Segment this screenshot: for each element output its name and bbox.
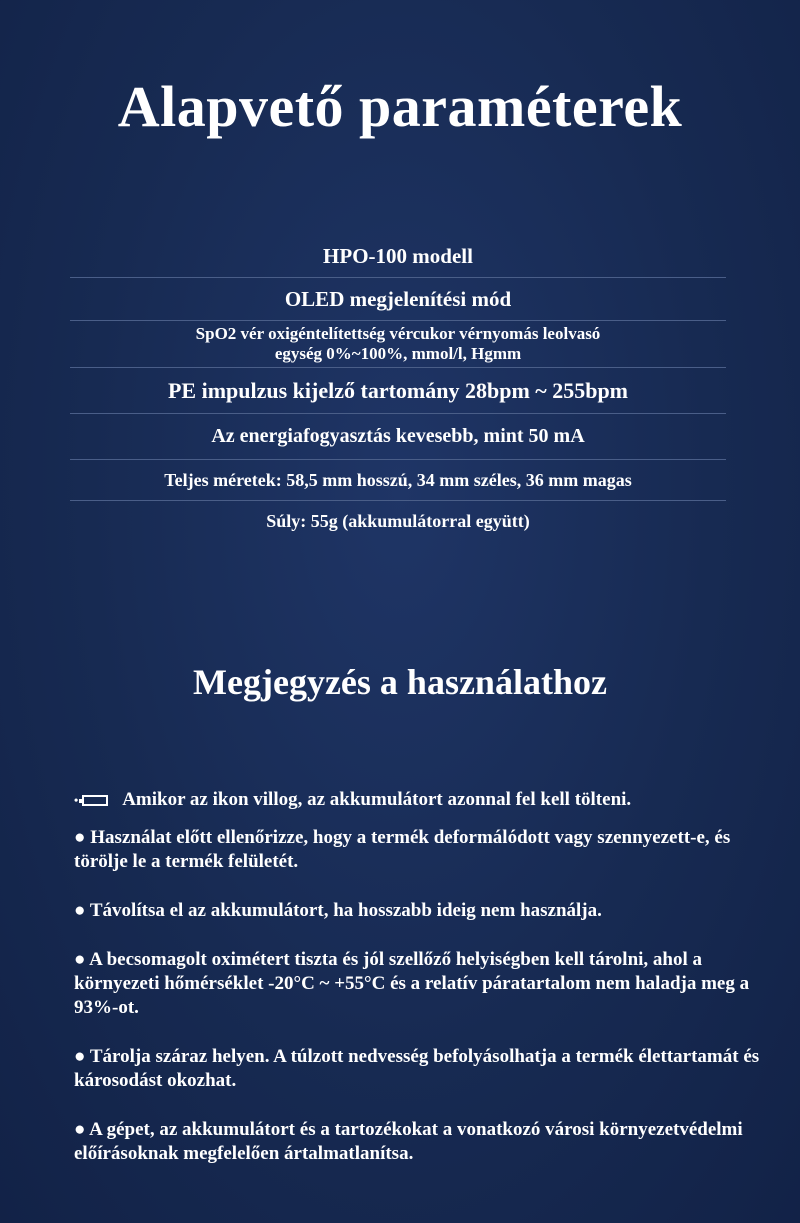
spec-row-dimensions	[70, 460, 726, 501]
bullet-dot: •	[74, 793, 79, 807]
spec-model: HPO-100 modell	[323, 244, 473, 268]
page-title: Alapvető paraméterek	[117, 74, 683, 139]
battery-icon	[82, 795, 108, 806]
spec-row-reading-unit	[70, 321, 726, 368]
note-item: ● A becsomagolt oximétert tiszta és jól szellőző helyiségben kell tárolni, ahol a környezeti hőmérséklet -20°C ~ +55°C és a relatív páratartalom nem haladja meg a 93%-ot.	[74, 949, 750, 1018]
spec-weight: Súly: 55g (akkumulátorral együtt)	[266, 510, 530, 531]
note-item: ● Használat előtt ellenőrizze, hogy a termék deformálódott vagy szennyezett-e, és törölje le a termék felületét.	[74, 827, 731, 872]
spec-table	[70, 236, 726, 541]
spec-reading-line-1: SpO2 vér oxigéntelítettség vércukor vérnyomás leolvasó	[195, 324, 601, 343]
spec-row-power	[70, 414, 726, 460]
note-item-battery	[74, 788, 774, 812]
note-item: ● Távolítsa el az akkumulátort, ha hosszabb ideig nem használja.	[74, 900, 602, 921]
spec-row-model	[70, 236, 726, 278]
note-text: Amikor az ikon villog, az akkumulátort azonnal fel kell tölteni.	[122, 789, 632, 810]
notes-title: Megjegyzés a használathoz	[193, 662, 607, 702]
spec-row-weight	[70, 501, 726, 541]
spec-dimensions: Teljes méretek: 58,5 mm hosszú, 34 mm széles, 36 mm magas	[164, 469, 632, 490]
spec-pulse-range: PE impulzus kijelző tartomány 28bpm ~ 255bpm	[167, 377, 629, 403]
spec-power-consumption: Az energiafogyasztás kevesebb, mint 50 mA	[211, 425, 585, 447]
spec-row-display	[70, 278, 726, 321]
spec-reading-line-2: egység 0%~100%, mmol/l, Hgmm	[274, 344, 522, 363]
note-item: ● Tárolja száraz helyen. A túlzott nedvesség befolyásolhatja a termék élettartamát és károsodást okozhat.	[74, 1046, 760, 1091]
spec-display-mode: OLED megjelenítési mód	[284, 286, 512, 311]
spec-row-pulse-range	[70, 368, 726, 414]
note-item: ● A gépet, az akkumulátort és a tartozékokat a vonatkozó városi környezetvédelmi előírásoknak megfelelően ártalmatlanítsa.	[74, 1119, 743, 1164]
notes-list	[74, 788, 774, 1191]
